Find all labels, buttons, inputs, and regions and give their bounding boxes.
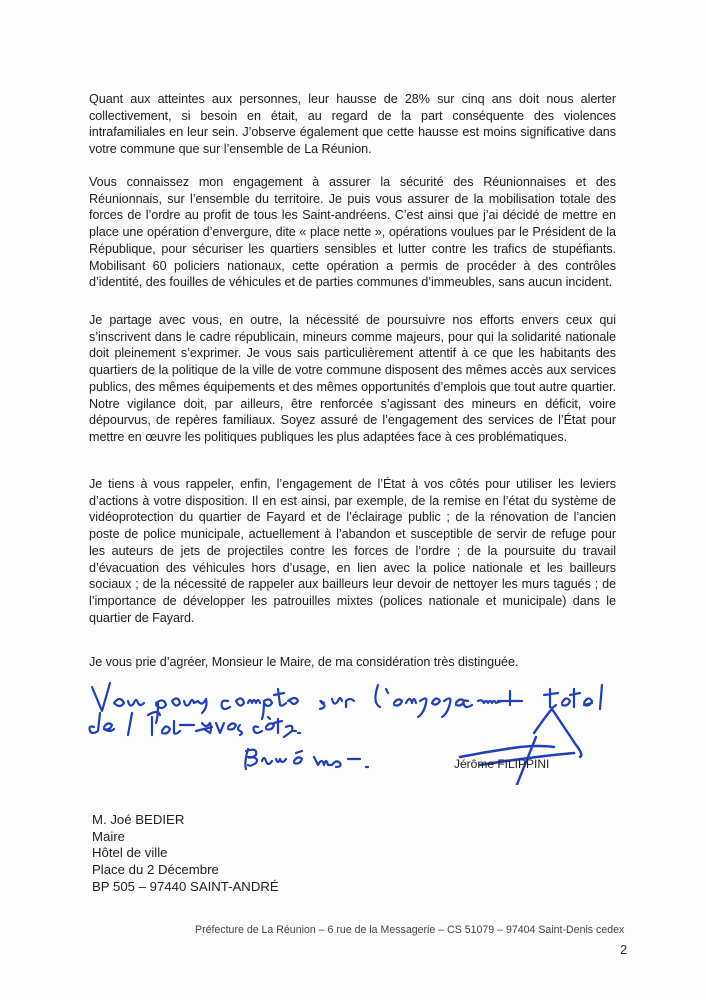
paragraph-solidarity: Je partage avec vous, en outre, la nécessité de poursuivre nos efforts envers ceux qui s’inscrivent dans le cadre républicain, mineurs comme majeurs, pour qui la solidarité nationale doit pleinement s’exprimer. Je vous sais particulièrement attentif à ce que les habitants des quartiers de la politique de la ville de votre commune disposent des mêmes accès aux services publics, des mêmes équipements et des mêmes opportunités d’emplois que tout autre quartier. Notre vigilance doit, par ailleurs, être renforcée s’agissant des mineurs en déficit, voire dépourvus, de repères familiaux. Soyez assuré de l’engagement des services de l’État pour mettre en œuvre les politiques publiques les plus adaptées face à ces problématiques. bbox=[89, 313, 616, 444]
recipient-building: Hôtel de ville bbox=[92, 845, 168, 861]
footer-address: Préfecture de La Réunion – 6 rue de la Messagerie – CS 51079 – 97404 Saint-Denis cedex bbox=[195, 924, 625, 936]
paragraph-personal-attacks: Quant aux atteintes aux personnes, leur hausse de 28% sur cinq ans doit nous alerter collectivement, si besoin en était, au regard de la part conséquente des violences intrafamiliales en leur sein. J’observe également que cette hausse est moins significative dans votre commune que sur l’ensemble de La Réunion. bbox=[89, 92, 616, 157]
recipient-street: Place du 2 Décembre bbox=[92, 862, 219, 878]
recipient-city: BP 505 – 97440 SAINT-ANDRÉ bbox=[92, 878, 279, 894]
recipient-title: Maire bbox=[92, 828, 125, 844]
page-number: 2 bbox=[620, 942, 628, 957]
paragraph-security-engagement: Vous connaissez mon engagement à assurer la sécurité des Réunionnaises et des Réunionnais, sur l’ensemble du territoire. Je puis vous assurer de la mobilisation totale des forces de l’ordre au profit de tous les Saint-andréens. C’est ainsi que j’ai décidé de mettre en place une opération d’envergure, dite « place nette », opérations voulues par le Président de la République, pour sécuriser les quartiers sensibles et lutter contre les trafics de stupéfiants. Mobilisant 60 policiers nationaux, cette opération a permis de procéder à des contrôles d’identité, des fouilles de véhicules et de parties communes d’immeubles, sans aucun incident. bbox=[89, 175, 616, 290]
paragraph-levers-of-action: Je tiens à vous rappeler, enfin, l’engagement de l’État à vos côtés pour utiliser les leviers d’actions à votre disposition. Il en est ainsi, par exemple, de la remise en l’état du système de vidéoprotection du quartier de Fayard et de l’éclairage public ; de la rénovation de l’ancien poste de police municipale, actuellement à l’abandon et susceptible de servir de refuge pour les auteurs de jets de projectiles contre les forces de l’ordre ; de la poursuite du travail d’évacuation des véhicules hors d’usage, en lien avec la police nationale et les bailleurs sociaux ; de la nécessité de rappeler aux bailleurs leur devoir de nettoyer les murs tagués ; de l’importance de développer les patrouilles mixtes (polices nationale et municipale) dans le quartier de Fayard. bbox=[89, 477, 616, 625]
recipient-address bbox=[92, 812, 279, 896]
signer-name: Jérôme FILIPPINI bbox=[454, 757, 550, 771]
recipient-name: M. Joé BEDIER bbox=[92, 812, 185, 827]
closing-formula: Je vous prie d’agréer, Monsieur le Maire, de ma considération très distinguée. bbox=[89, 655, 519, 669]
handwritten-note-and-signature bbox=[88, 675, 648, 785]
